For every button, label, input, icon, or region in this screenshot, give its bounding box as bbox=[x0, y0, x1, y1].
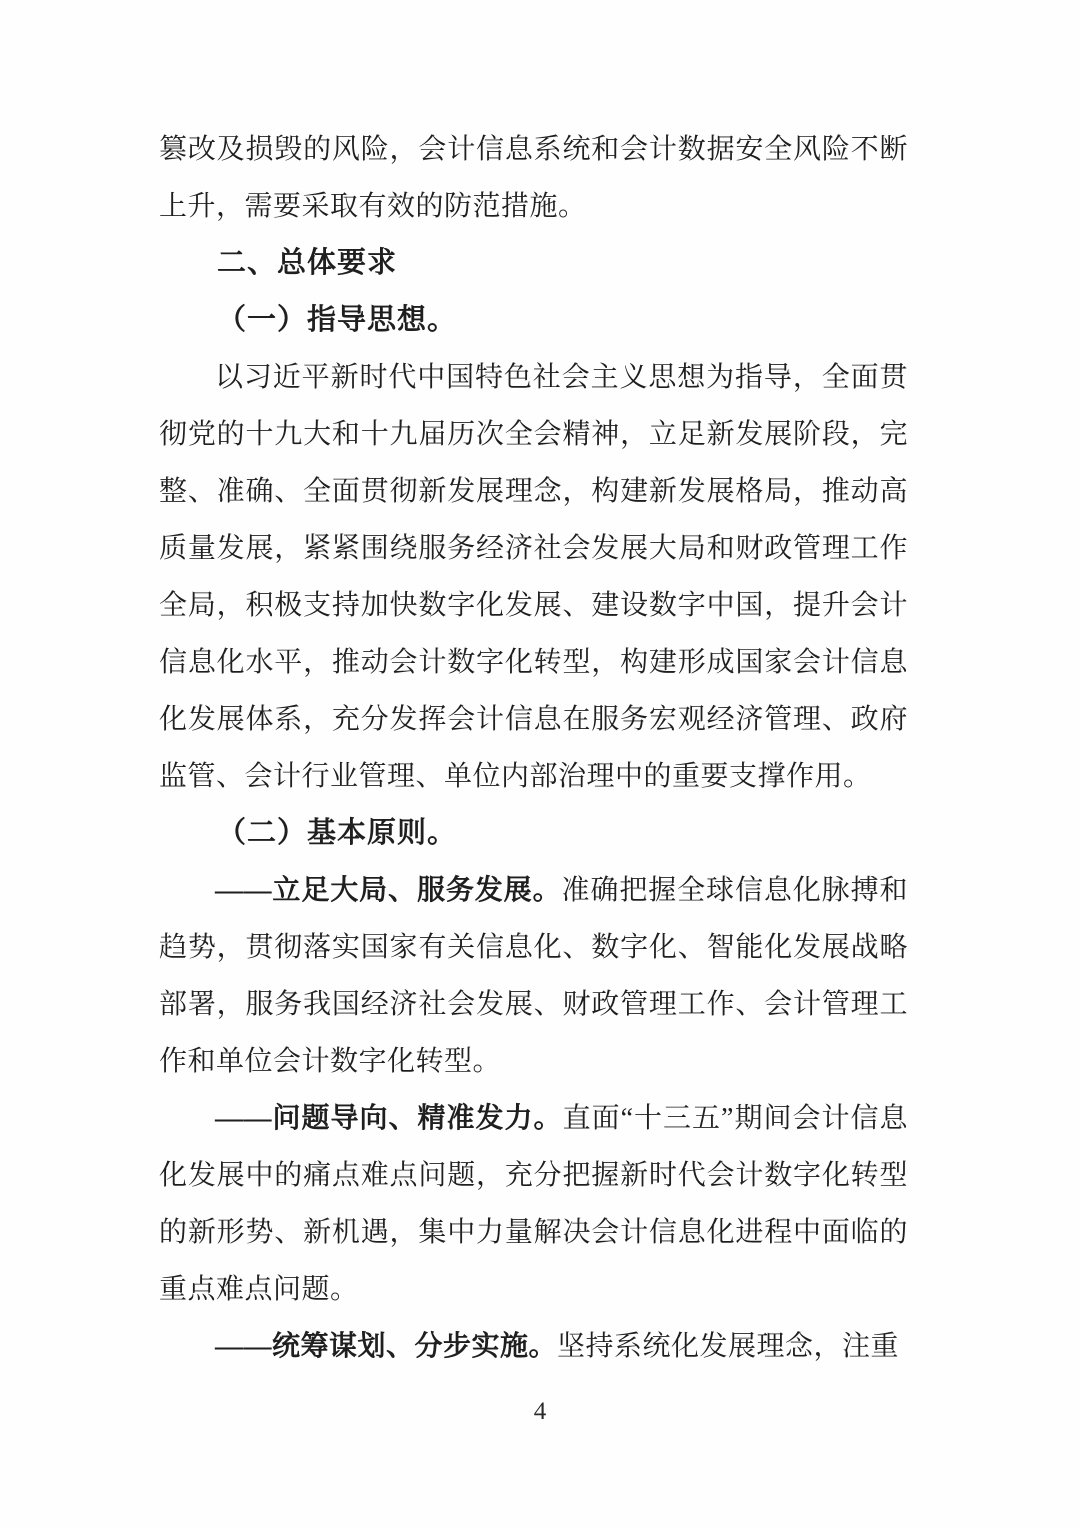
paragraph-guiding-ideology: 以习近平新时代中国特色社会主义思想为指导，全面贯彻党的十九大和十九届历次全会精神，立足新发展阶段，完整、准确、全面贯彻新发展理念，构建新发展格局，推动高质量发展，紧紧围绕服务经济社会发展大局和财政管理工作全局，积极支持加快数字化发展、建设数字中国，提升会计信息化水平，推动会计数字化转型，构建形成国家会计信息化发展体系，充分发挥会计信息在服务宏观经济管理、政府监管、会计行业管理、单位内部治理中的重要支撑作用。 bbox=[159, 362, 908, 792]
principle-1-lead: ——立足大局、服务发展。 bbox=[215, 875, 562, 906]
page-number: 4 bbox=[533, 1398, 547, 1425]
paragraph-continuation: 篡改及损毁的风险，会计信息系统和会计数据安全风险不断上升，需要采取有效的防范措施。 bbox=[159, 134, 908, 222]
principle-3-lead: ——统筹谋划、分步实施。 bbox=[215, 1331, 558, 1362]
principle-paragraph-3 bbox=[159, 1318, 908, 1375]
principle-1-body: 准确把握全球信息化脉搏和趋势，贯彻落实国家有关信息化、数字化、智能化发展战略部署，服务我国经济社会发展、财政管理工作、会计管理工作和单位会计数字化转型。 bbox=[159, 875, 908, 1077]
principle-paragraph-1 bbox=[159, 862, 908, 1090]
principle-2-lead: ——问题导向、精准发力。 bbox=[215, 1103, 563, 1134]
principle-3-body: 坚持系统化发展理念，注重 bbox=[557, 1331, 900, 1362]
subsection-heading-guiding-ideology: （一）指导思想。 bbox=[217, 304, 458, 336]
principle-2-body: 直面“十三五”期间会计信息化发展中的痛点难点问题，充分把握新时代会计数字化转型的新形势、新机遇，集中力量解决会计信息化进程中面临的重点难点问题。 bbox=[159, 1103, 908, 1305]
subsection-heading-basic-principles: （二）基本原则。 bbox=[217, 817, 458, 849]
section-heading-overall-requirements: 二、总体要求 bbox=[217, 247, 398, 279]
document-body bbox=[159, 121, 908, 1375]
principle-paragraph-2 bbox=[159, 1090, 908, 1318]
